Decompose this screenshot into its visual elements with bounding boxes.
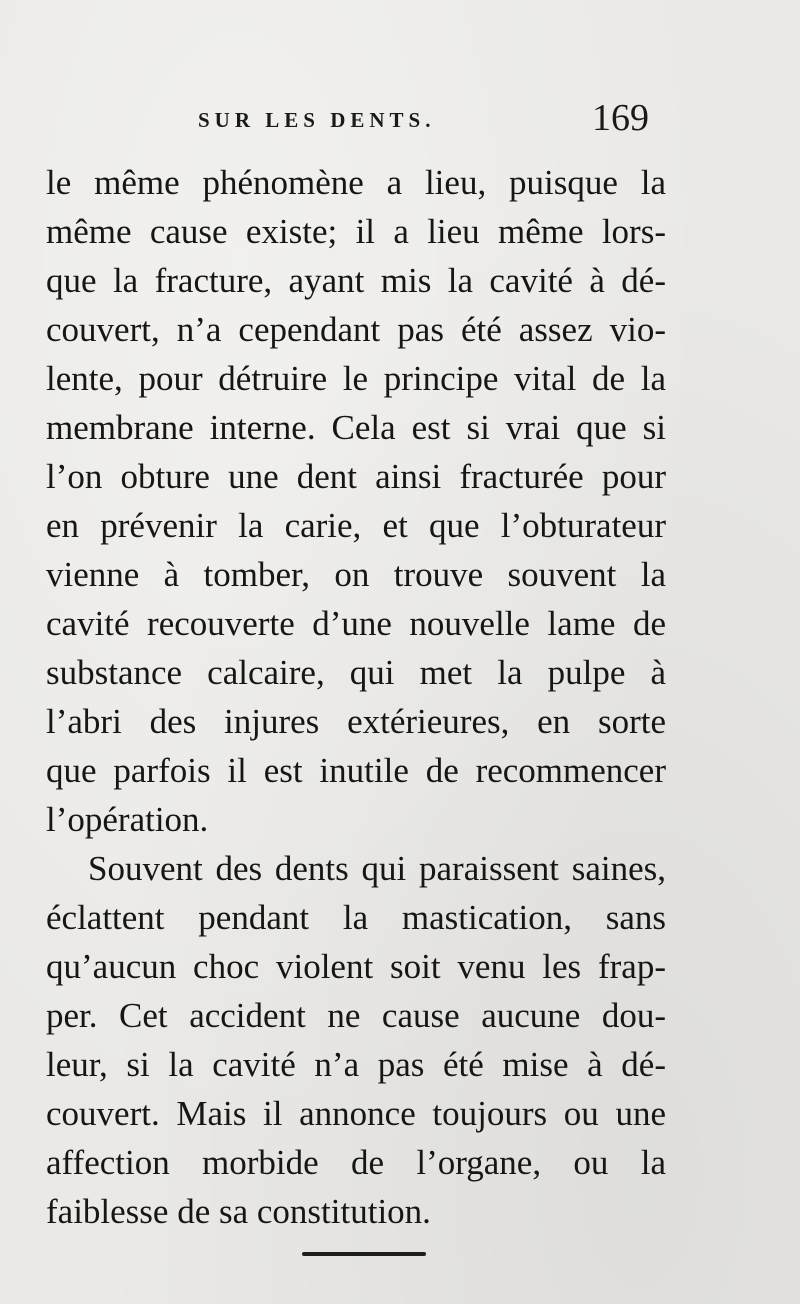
text-line: couvert, n’a cependant pas été assez vio- [46,310,666,349]
text-line: per. Cet accident ne cause aucune dou- [46,996,666,1035]
end-rule [302,1252,426,1256]
text-line: vienne à tomber, on trouve souvent la [46,555,666,594]
page-number: 169 [592,97,649,139]
paragraph-2 [46,844,676,1236]
text-line: en prévenir la carie, et que l’obturateur [46,506,666,545]
text-line: lente, pour détruire le principe vital de la [46,359,666,398]
paragraph-1 [46,158,676,844]
text-line: substance calcaire, qui met la pulpe à [46,653,666,692]
text-line: leur, si la cavité n’a pas été mise à dé- [46,1045,666,1084]
text-line: faiblesse de sa constitution. [46,1192,431,1231]
text-line: le même phénomène a lieu, puisque la [46,163,666,202]
text-line: couvert. Mais il annonce toujours ou une [46,1094,666,1133]
text-line: Souvent des dents qui paraissent saines, [88,849,666,888]
text-line: affection morbide de l’organe, ou la [46,1143,666,1182]
body-text [46,158,676,1236]
text-line: que parfois il est inutile de recommencer [46,751,666,790]
text-line: l’abri des injures extérieures, en sorte [46,702,666,741]
text-line: que la fracture, ayant mis la cavité à dé- [46,261,666,300]
text-line: membrane interne. Cela est si vrai que si [46,408,666,447]
running-title: SUR LES DENTS. [198,108,436,132]
text-line: qu’aucun choc violent soit venu les frap- [46,947,666,986]
text-line: l’on obture une dent ainsi fracturée pour [46,457,666,496]
text-line: éclattent pendant la mastication, sans [46,898,666,937]
text-line: cavité recouverte d’une nouvelle lame de [46,604,666,643]
text-line: même cause existe; il a lieu même lors- [46,212,666,251]
text-line: l’opération. [46,800,209,839]
